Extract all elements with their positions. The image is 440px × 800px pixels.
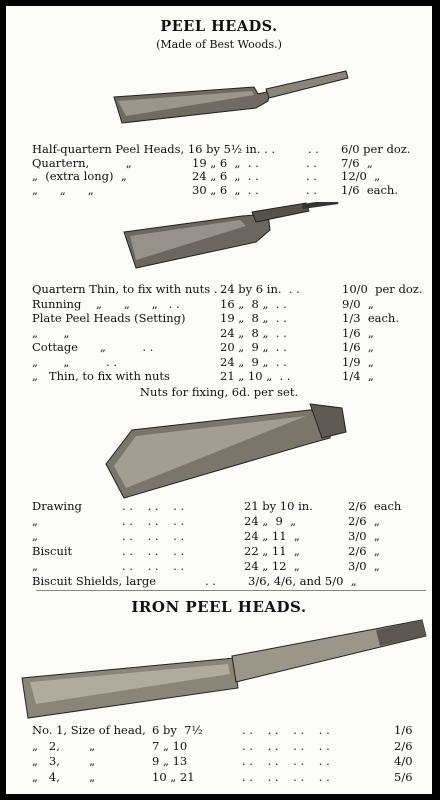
page-subtitle: (Made of Best Woods.) xyxy=(156,38,282,51)
thin-row-3-cell-2: 19 „ 8 „ . . xyxy=(220,311,287,325)
drawing-row-2-cell-1: „ xyxy=(32,514,38,528)
iron-row-4-cell-1: „ 4, „ xyxy=(32,769,96,784)
iron-row-3-cell-3: . . . . . . . . xyxy=(242,754,330,768)
drawing-row-1-cell-2: . . . . . . xyxy=(122,499,185,513)
thin-row-5-cell-1: Cottage „ . . xyxy=(32,340,154,354)
drawing-row-3-cell-2: . . . . . . xyxy=(122,529,185,543)
drawing-row-2-cell-3: 24 „ 9 „ xyxy=(244,514,297,528)
drawing-row-1-cell-1: Drawing xyxy=(32,499,82,513)
iron-row-2-cell-4: 2/6 xyxy=(394,738,413,753)
drawing-row-5-cell-4: 3/0 „ xyxy=(348,559,380,573)
iron-row-1-cell-4: 1/6 xyxy=(394,723,413,737)
iron-row-4-cell-2: 10 „ 21 xyxy=(152,769,195,784)
drawing-row-4-cell-1: Biscuit xyxy=(32,544,73,558)
drawing-row-2-cell-4: 2/6 „ xyxy=(348,514,380,528)
iron-row-2-cell-2: 7 „ 10 xyxy=(152,738,188,753)
peel-row-2-cell-2: 19 „ 6 „ . . xyxy=(192,155,259,170)
drawing-row-4-cell-3: 22 „ 11 „ xyxy=(244,544,300,558)
iron-row-1-cell-3: . . . . . . . . xyxy=(242,723,330,737)
peel-row-2-cell-4: 7/6 „ xyxy=(341,155,373,170)
iron-row-2-cell-3: . . . . . . . . xyxy=(242,738,330,753)
iron-section-title: IRON PEEL HEADS. xyxy=(131,598,307,616)
drawing-row-5-cell-2: . . . . . . xyxy=(122,559,185,573)
iron-peel-illustration xyxy=(6,616,432,726)
thin-row-6-cell-1: „ „ . . xyxy=(32,354,118,369)
thin-row-6-cell-2: 24 „ 9 „ . . xyxy=(220,354,287,369)
drawing-row-5-cell-1: „ xyxy=(32,559,38,573)
thin-row-2-cell-3: 9/0 „ xyxy=(342,296,374,311)
thin-row-3-cell-3: 1/3 each. xyxy=(342,311,399,325)
drawing-row-1-cell-3: 21 by 10 in. xyxy=(244,499,313,513)
iron-row-3-cell-1: „ 3, „ xyxy=(32,754,96,768)
peel-row-1-cell-1: Half-quartern Peel Heads, 16 by 5½ in. . . xyxy=(32,142,276,156)
drawing-row-4-cell-4: 2/6 „ xyxy=(348,544,380,558)
peel-row-4-cell-3: . . xyxy=(306,182,317,197)
peel-row-4-cell-2: 30 „ 6 „ . . xyxy=(192,182,259,197)
peel-row-4-cell-4: 1/6 each. xyxy=(341,182,398,197)
drawing-row-6-cell-3: 3/6, 4/6, and 5/0 „ xyxy=(248,574,357,588)
thin-row-4-cell-1: „ „ xyxy=(32,325,70,340)
thin-row-6-cell-3: 1/9 „ xyxy=(342,354,374,369)
drawing-row-3-cell-4: 3/0 „ xyxy=(348,529,380,543)
peel-row-1-cell-3: 6/0 per doz. xyxy=(341,142,411,156)
thin-row-2-cell-1: Running „ „ „ . . xyxy=(32,296,180,311)
page-title: PEEL HEADS. xyxy=(160,18,278,35)
peel-head-illustration-3 xyxy=(6,402,432,502)
peel-row-3-cell-4: 12/0 „ xyxy=(341,169,381,183)
drawing-row-5-cell-3: 24 „ 12 „ xyxy=(244,559,300,573)
iron-row-4-cell-4: 5/6 xyxy=(394,769,413,784)
nuts-note: Nuts for fixing, 6d. per set. xyxy=(139,385,299,399)
thin-row-4-cell-3: 1/6 „ xyxy=(342,325,374,340)
thin-row-3-cell-1: Plate Peel Heads (Setting) xyxy=(32,311,186,325)
drawing-row-6-cell-1: Biscuit Shields, large xyxy=(32,574,157,588)
peel-row-2-cell-3: . . xyxy=(306,155,317,170)
peel-row-3-cell-1: „ (extra long) „ xyxy=(32,169,127,183)
drawing-row-3-cell-3: 24 „ 11 „ xyxy=(244,529,300,543)
peel-row-4-cell-1: „ „ „ xyxy=(32,182,94,197)
thin-row-5-cell-2: 20 „ 9 „ . . xyxy=(220,340,287,354)
peel-head-illustration-1 xyxy=(6,61,432,136)
thin-row-1-cell-1: Quartern Thin, to fix with nuts . . xyxy=(32,282,225,296)
drawing-row-4-cell-2: . . . . . . xyxy=(122,544,185,558)
peel-row-3-cell-3: . . xyxy=(306,169,317,183)
thin-row-1-cell-2: 24 by 6 in. . . xyxy=(220,282,300,296)
thin-row-5-cell-3: 1/6 „ xyxy=(342,340,374,354)
thin-row-7-cell-2: 21 „ 10 „ . . xyxy=(220,369,291,383)
iron-row-1-cell-2: 6 by 7½ xyxy=(152,723,203,737)
drawing-row-3-cell-1: „ xyxy=(32,529,38,543)
iron-row-1-cell-1: No. 1, Size of head, xyxy=(32,723,146,737)
peel-row-1-cell-2: . . xyxy=(308,142,319,156)
thin-row-2-cell-2: 16 „ 8 „ . . xyxy=(220,296,287,311)
peel-row-2-cell-1: Quartern, „ xyxy=(32,155,132,170)
drawing-row-6-cell-2: . . xyxy=(194,574,216,588)
iron-row-3-cell-2: 9 „ 13 xyxy=(152,754,188,768)
section-divider xyxy=(36,590,426,591)
drawing-row-1-cell-4: 2/6 each xyxy=(348,499,402,513)
iron-row-3-cell-4: 4/0 xyxy=(394,754,413,768)
peel-head-illustration-2 xyxy=(6,202,432,282)
thin-row-1-cell-3: 10/0 per doz. xyxy=(342,282,423,296)
drawing-row-2-cell-2: . . . . . . xyxy=(122,514,185,528)
thin-row-4-cell-2: 24 „ 8 „ . . xyxy=(220,325,287,340)
iron-row-4-cell-3: . . . . . . . . xyxy=(242,769,330,784)
thin-row-7-cell-3: 1/4 „ xyxy=(342,369,374,383)
catalogue-page xyxy=(6,6,432,794)
peel-row-3-cell-2: 24 „ 6 „ . . xyxy=(192,169,259,183)
iron-row-2-cell-1: „ 2, „ xyxy=(32,738,96,753)
thin-row-7-cell-1: „ Thin, to fix with nuts xyxy=(32,369,170,383)
